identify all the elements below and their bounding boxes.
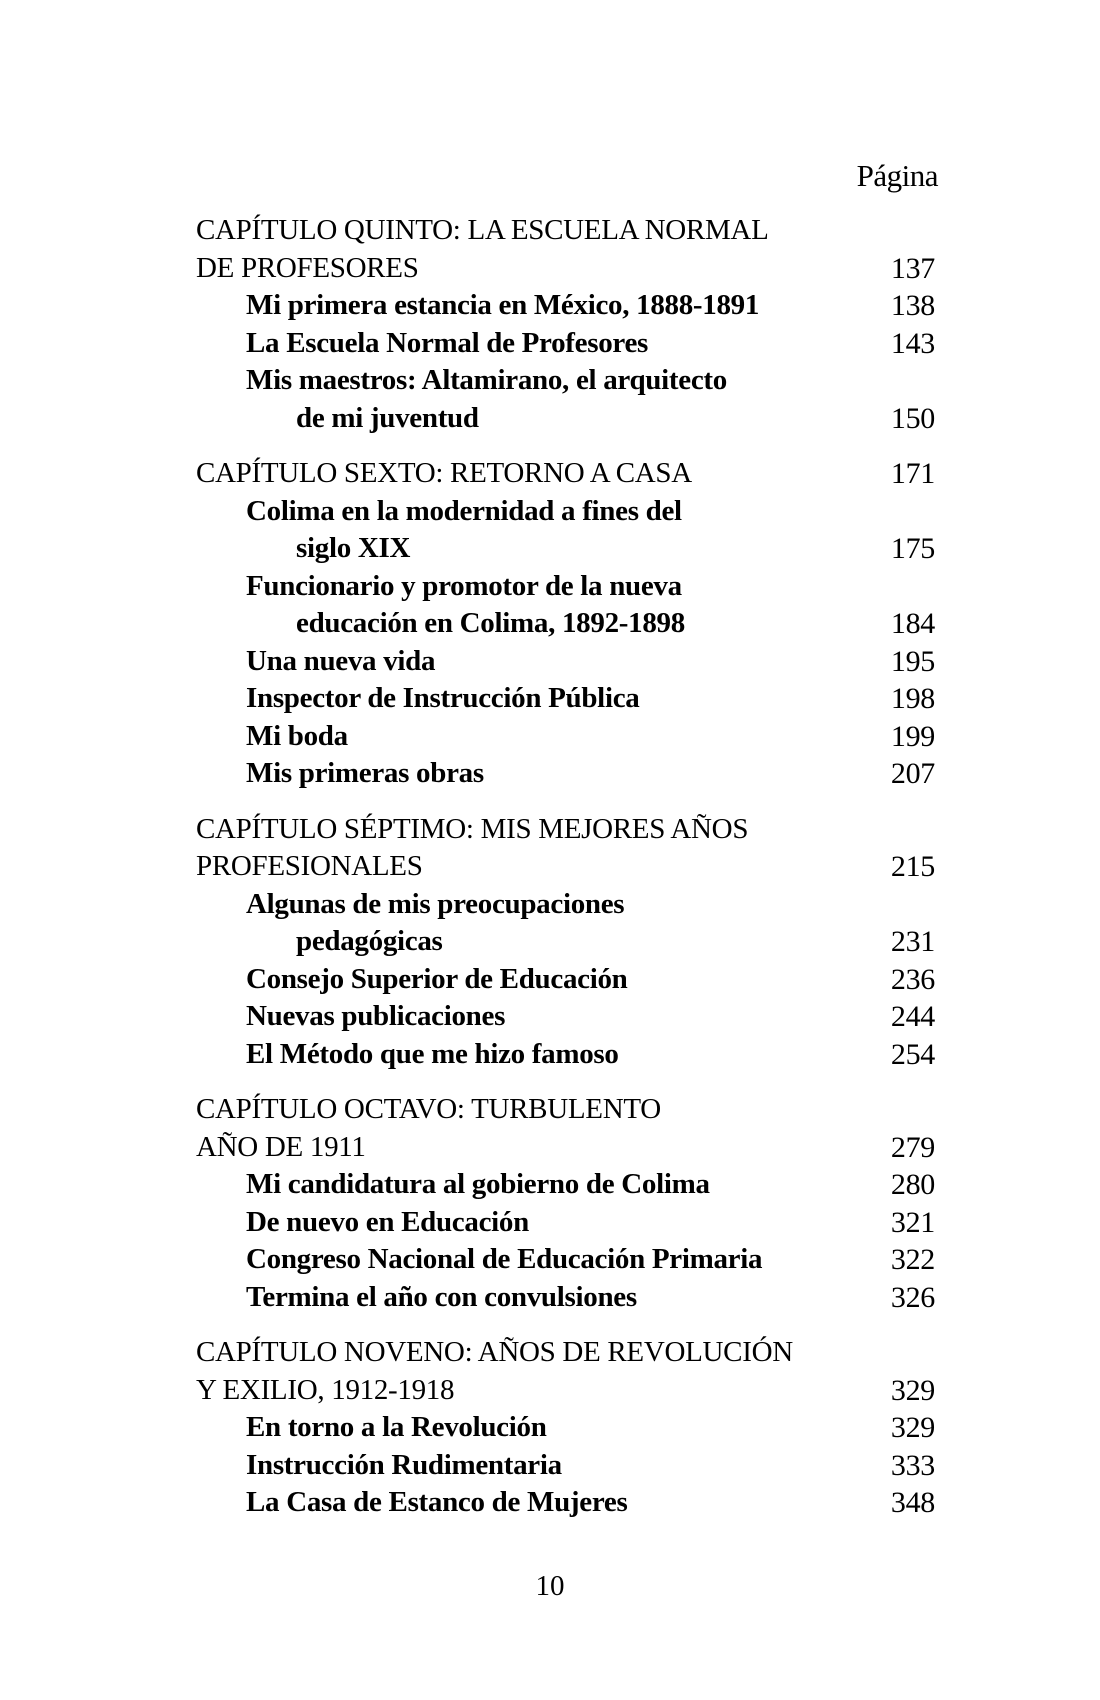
section-page-number: 231 [890, 925, 935, 958]
toc-chapter-row [196, 250, 936, 288]
chapter-title-line [196, 212, 936, 250]
chapter-page-number: 171 [890, 457, 935, 490]
section-title: De nuevo en Educación [246, 1205, 529, 1238]
section-title: Mis maestros: Altamirano, el arquitecto [246, 364, 727, 396]
toc-section-row [196, 923, 936, 961]
section-title: Congreso Nacional de Educación Primaria [246, 1243, 763, 1275]
toc-chapter-row [196, 848, 936, 886]
toc-chapter [196, 212, 936, 437]
toc-section-row [196, 998, 936, 1036]
toc-section-row [196, 1036, 936, 1074]
section-page-number: 244 [890, 1000, 935, 1033]
section-title: Nuevas publicaciones [246, 1000, 506, 1032]
section-title: El Método que me hizo famoso [246, 1037, 619, 1070]
chapter-title-line: AÑO DE 1911 [196, 1130, 366, 1163]
section-page-number: 321 [890, 1205, 935, 1239]
section-title: Instrucción Rudimentaria [246, 1448, 562, 1481]
section-title: La Casa de Estanco de Mujeres [246, 1486, 628, 1518]
section-page-number: 138 [890, 289, 935, 322]
toc-chapter [196, 811, 936, 1074]
chapter-title-line: PROFESIONALES [196, 850, 423, 882]
toc-section-row [196, 493, 936, 531]
section-title: Mi primera estancia en México, 1888-1891 [246, 289, 760, 321]
section-title: pedagógicas [296, 925, 443, 957]
toc-section-row [196, 680, 936, 718]
chapter-title-line [196, 1091, 936, 1129]
toc-section-row [196, 755, 936, 793]
toc-section-row [196, 362, 936, 400]
chapter-title-text: CAPÍTULO SÉPTIMO: MIS MEJORES AÑOS [196, 812, 749, 845]
section-page-number: 150 [890, 401, 935, 435]
chapter-title-line: CAPÍTULO SEXTO: RETORNO A CASA [196, 457, 692, 489]
section-title: Mi candidatura al gobierno de Colima [246, 1168, 710, 1200]
section-title: Funcionario y promotor de la nueva [246, 569, 682, 602]
section-page-number: 280 [890, 1168, 935, 1201]
toc-section-row [196, 886, 936, 924]
chapter-title-text: CAPÍTULO NOVENO: AÑOS DE REVOLUCIÓN [196, 1336, 793, 1368]
toc-section-row [196, 1241, 936, 1279]
section-title: Termina el año con convulsiones [246, 1280, 637, 1313]
section-title: Consejo Superior de Educación [246, 962, 628, 995]
chapter-page-number: 329 [890, 1373, 935, 1407]
table-of-contents [196, 212, 936, 1522]
section-title: Colima en la modernidad a fines del [246, 494, 682, 527]
toc-section-row [196, 605, 936, 643]
toc-section-row [196, 1166, 936, 1204]
toc-section-row [196, 287, 936, 325]
toc-section-row [196, 1484, 936, 1522]
toc-chapter-row [196, 1372, 936, 1410]
section-page-number: 184 [890, 607, 935, 640]
toc-chapter [196, 1091, 936, 1316]
chapter-title-text: CAPÍTULO QUINTO: LA ESCUELA NORMAL [196, 214, 769, 246]
section-title: Mis primeras obras [246, 757, 484, 789]
section-page-number: 199 [890, 719, 935, 753]
section-title: La Escuela Normal de Profesores [246, 326, 649, 359]
section-page-number: 326 [890, 1280, 935, 1314]
toc-section-row [196, 400, 936, 438]
section-title: de mi juventud [296, 401, 479, 434]
section-title: En torno a la Revolución [246, 1411, 547, 1443]
page-column-label: Página [856, 158, 938, 193]
toc-section-row [196, 718, 936, 756]
chapter-title-text: CAPÍTULO OCTAVO: TURBULENTO [196, 1093, 661, 1125]
chapter-title-line [196, 1334, 936, 1372]
toc-section-row [196, 1279, 936, 1317]
toc-section-row [196, 1409, 936, 1447]
chapter-page-number: 137 [890, 251, 935, 285]
section-page-number: 236 [890, 962, 935, 996]
section-page-number: 195 [890, 644, 935, 678]
toc-section-row [196, 325, 936, 363]
section-page-number: 207 [890, 757, 935, 790]
toc-section-row [196, 568, 936, 606]
section-page-number: 198 [890, 682, 935, 715]
section-page-number: 175 [890, 532, 935, 565]
chapter-page-number: 215 [890, 850, 935, 883]
section-title: Inspector de Instrucción Pública [246, 682, 640, 714]
section-page-number: 254 [890, 1037, 935, 1071]
toc-section-row [196, 643, 936, 681]
section-title: educación en Colima, 1892-1898 [296, 607, 685, 639]
section-page-number: 333 [890, 1448, 935, 1482]
section-page-number: 143 [890, 326, 935, 360]
page-number: 10 [535, 1570, 565, 1602]
section-title: siglo XIX [296, 532, 411, 564]
section-page-number: 322 [890, 1243, 935, 1276]
toc-section-row [196, 1204, 936, 1242]
section-page-number: 329 [890, 1411, 935, 1444]
chapter-page-number: 279 [890, 1130, 935, 1164]
toc-section-row [196, 961, 936, 999]
toc-section-row [196, 1447, 936, 1485]
section-title: Mi boda [246, 719, 348, 752]
toc-chapter-row [196, 455, 936, 493]
chapter-title-line: DE PROFESORES [196, 251, 419, 284]
section-page-number: 348 [890, 1486, 935, 1519]
section-title: Algunas de mis preocupaciones [246, 887, 625, 920]
toc-chapter-row [196, 1129, 936, 1167]
section-title: Una nueva vida [246, 644, 436, 677]
chapter-title-line [196, 811, 936, 849]
toc-chapter [196, 455, 936, 793]
chapter-title-line: Y EXILIO, 1912-1918 [196, 1373, 455, 1406]
toc-section-row [196, 530, 936, 568]
toc-chapter [196, 1334, 936, 1522]
